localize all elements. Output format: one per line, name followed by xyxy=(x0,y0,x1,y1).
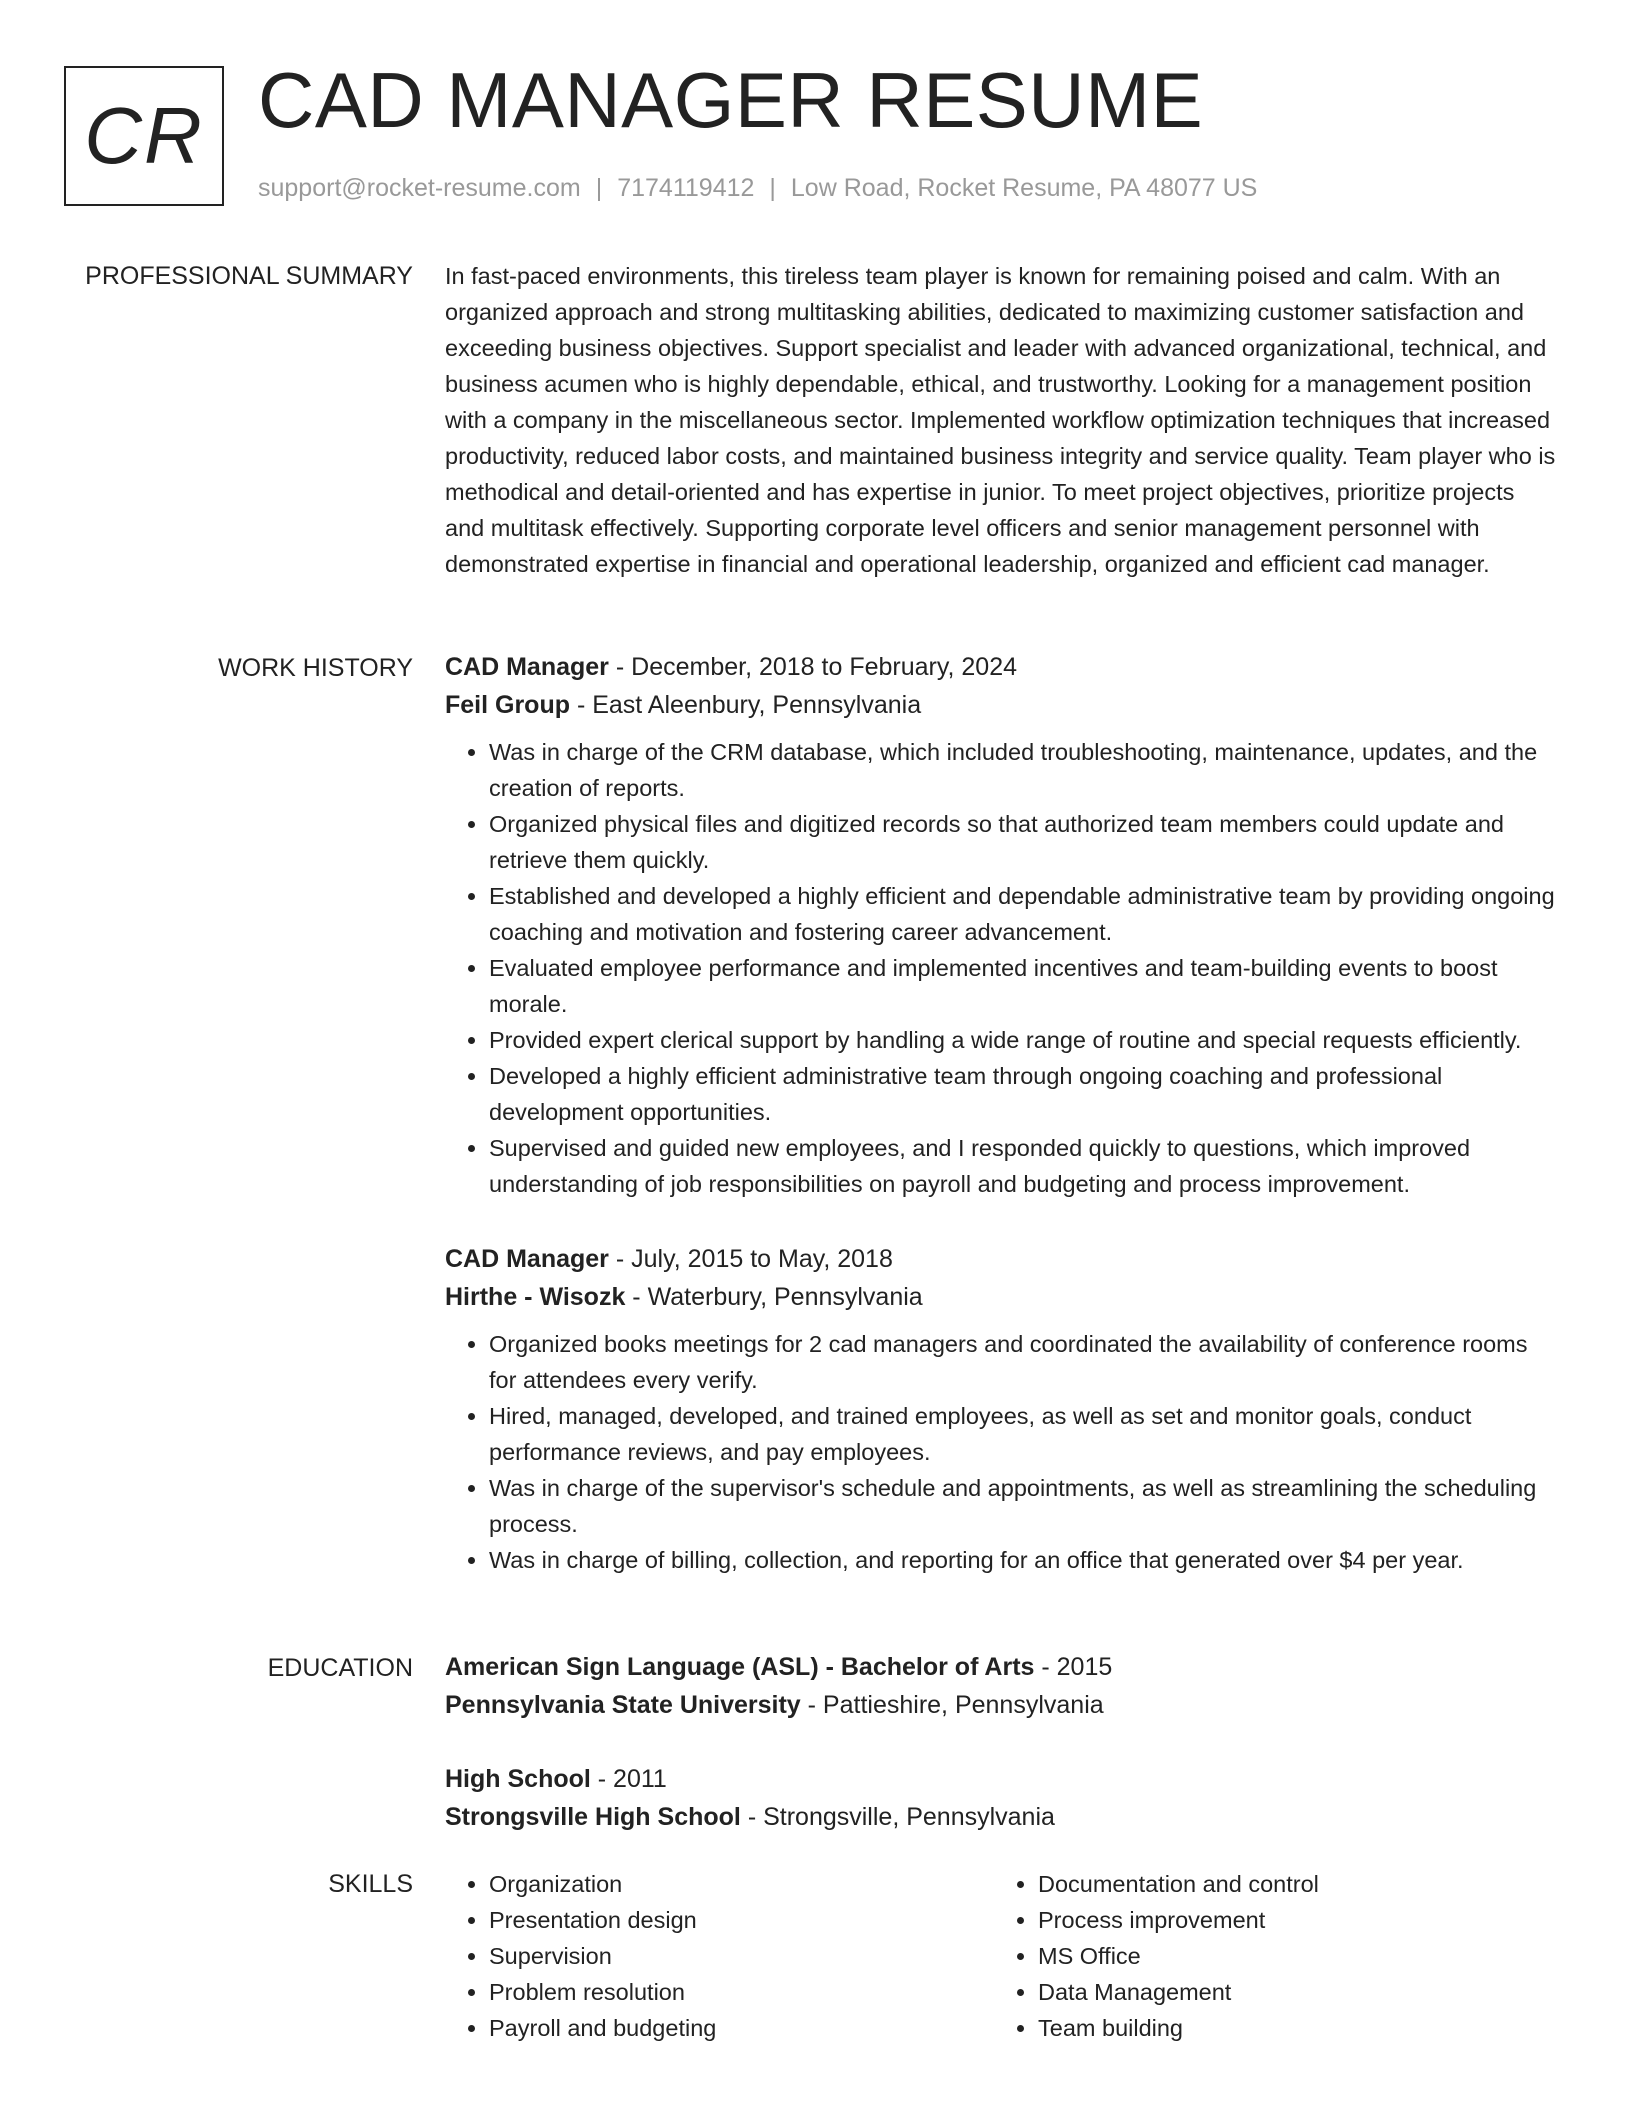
job-company-line xyxy=(445,686,1560,724)
skill-item: • Supervision xyxy=(489,1938,994,1974)
job-location: - Waterbury, Pennsylvania xyxy=(625,1283,923,1311)
job-title-line xyxy=(445,1240,1560,1278)
skill-item: • MS Office xyxy=(1038,1938,1543,1974)
contact-separator: | xyxy=(595,174,603,202)
job-bullet: • Supervised and guided new employees, and I responded quickly to questions, which improved understanding of job responsibilities on payroll and budgeting and process improvement. xyxy=(489,1130,1560,1202)
job-entry xyxy=(445,648,1560,1202)
monogram-logo: CR xyxy=(64,66,224,206)
skill-item: • Documentation and control xyxy=(1038,1866,1543,1902)
job-title: CAD Manager xyxy=(445,653,609,681)
job-entry xyxy=(445,1240,1560,1578)
job-dates: - July, 2015 to May, 2018 xyxy=(608,1245,893,1273)
education-location: - Strongsville, Pennsylvania xyxy=(740,1803,1055,1831)
resume-title: CAD MANAGER RESUME xyxy=(258,56,1204,144)
job-bullet: • Organized books meetings for 2 cad managers and coordinated the availability of conference rooms for attendees every verify. xyxy=(489,1326,1560,1398)
education-degree-line xyxy=(445,1760,1560,1798)
contact-address: Low Road, Rocket Resume, PA 48077 US xyxy=(790,174,1258,202)
job-title: CAD Manager xyxy=(445,1245,609,1273)
education-entry xyxy=(445,1760,1560,1836)
job-bullet: • Organized physical files and digitized records so that authorized team members could update and retrieve them quickly. xyxy=(489,806,1560,878)
job-company: Feil Group xyxy=(445,691,570,719)
job-bullet: • Was in charge of billing, collection, and reporting for an office that generated over $4 per year. xyxy=(489,1542,1560,1578)
skill-item: • Team building xyxy=(1038,2010,1543,2046)
contact-separator: | xyxy=(769,174,776,202)
job-title-line xyxy=(445,648,1560,686)
education-year: - 2015 xyxy=(1034,1653,1113,1681)
job-bullets xyxy=(445,1326,1560,1578)
section-label-summary: PROFESSIONAL SUMMARY xyxy=(85,262,413,290)
skill-item: • Process improvement xyxy=(1038,1902,1543,1938)
section-label-skills: SKILLS xyxy=(328,1870,413,1898)
work-content xyxy=(445,648,1560,1578)
job-dates: - December, 2018 to February, 2024 xyxy=(608,653,1018,681)
education-location: - Pattieshire, Pennsylvania xyxy=(800,1691,1104,1719)
education-school: Pennsylvania State University xyxy=(445,1691,801,1719)
section-label-education: EDUCATION xyxy=(267,1654,413,1682)
job-bullet: • Was in charge of the CRM database, which included troubleshooting, maintenance, updates, and the creation of reports. xyxy=(489,734,1560,806)
education-year: - 2011 xyxy=(590,1765,667,1793)
job-bullet: • Developed a highly efficient administrative team through ongoing coaching and professional development opportunities. xyxy=(489,1058,1560,1130)
education-degree: American Sign Language (ASL) - Bachelor of Arts xyxy=(445,1653,1035,1681)
contact-phone: 7174119412 xyxy=(617,174,755,202)
skills-content xyxy=(445,1866,1560,2046)
education-school-line xyxy=(445,1798,1560,1836)
contact-email: support@rocket-resume.com xyxy=(258,174,581,202)
education-school: Strongsville High School xyxy=(445,1803,741,1831)
education-degree-line xyxy=(445,1648,1560,1686)
job-bullet: • Was in charge of the supervisor's schedule and appointments, as well as streamlining the scheduling process. xyxy=(489,1470,1560,1542)
skill-item: • Organization xyxy=(489,1866,994,1902)
skills-list-right xyxy=(994,1866,1543,2046)
skill-item: • Presentation design xyxy=(489,1902,994,1938)
skills-list-left xyxy=(445,1866,994,2046)
job-company-line xyxy=(445,1278,1560,1316)
job-bullet: • Established and developed a highly efficient and dependable administrative team by providing ongoing coaching and motivation and fostering career advancement. xyxy=(489,878,1560,950)
job-bullet: • Evaluated employee performance and implemented incentives and team-building events to boost morale. xyxy=(489,950,1560,1022)
section-label-work: WORK HISTORY xyxy=(218,654,413,682)
job-bullet: • Hired, managed, developed, and trained employees, as well as set and monitor goals, conduct performance reviews, and pay employees. xyxy=(489,1398,1560,1470)
education-school-line xyxy=(445,1686,1560,1724)
summary-text: In fast-paced environments, this tireless team player is known for remaining poised and calm. With an organized approach and strong multitasking abilities, dedicated to maximizing customer satisfaction and exceeding business objectives. Support specialist and leader with advanced organizational, technical, and business acumen who is highly dependable, ethical, and trustworthy. Looking for a management position with a company in the miscellaneous sector. Implemented workflow optimization techniques that increased productivity, reduced labor costs, and maintained business integrity and service quality. Team player who is methodical and detail-oriented and has expertise in junior. To meet project objectives, prioritize projects and multitask effectively. Supporting corporate level officers and senior management personnel with demonstrated expertise in financial and operational leadership, organized and efficient cad manager. xyxy=(445,263,1556,577)
education-degree: High School xyxy=(445,1765,591,1793)
skill-item: • Problem resolution xyxy=(489,1974,994,2010)
job-company: Hirthe - Wisozk xyxy=(445,1283,626,1311)
skill-item: • Payroll and budgeting xyxy=(489,2010,994,2046)
job-bullets xyxy=(445,734,1560,1202)
job-bullet: • Provided expert clerical support by handling a wide range of routine and special requests efficiently. xyxy=(489,1022,1560,1058)
education-entry xyxy=(445,1648,1560,1724)
summary-content xyxy=(445,258,1560,582)
skill-item: • Data Management xyxy=(1038,1974,1543,2010)
job-location: - East Aleenbury, Pennsylvania xyxy=(570,691,922,719)
education-content xyxy=(445,1648,1560,1836)
contact-line xyxy=(258,174,1257,203)
